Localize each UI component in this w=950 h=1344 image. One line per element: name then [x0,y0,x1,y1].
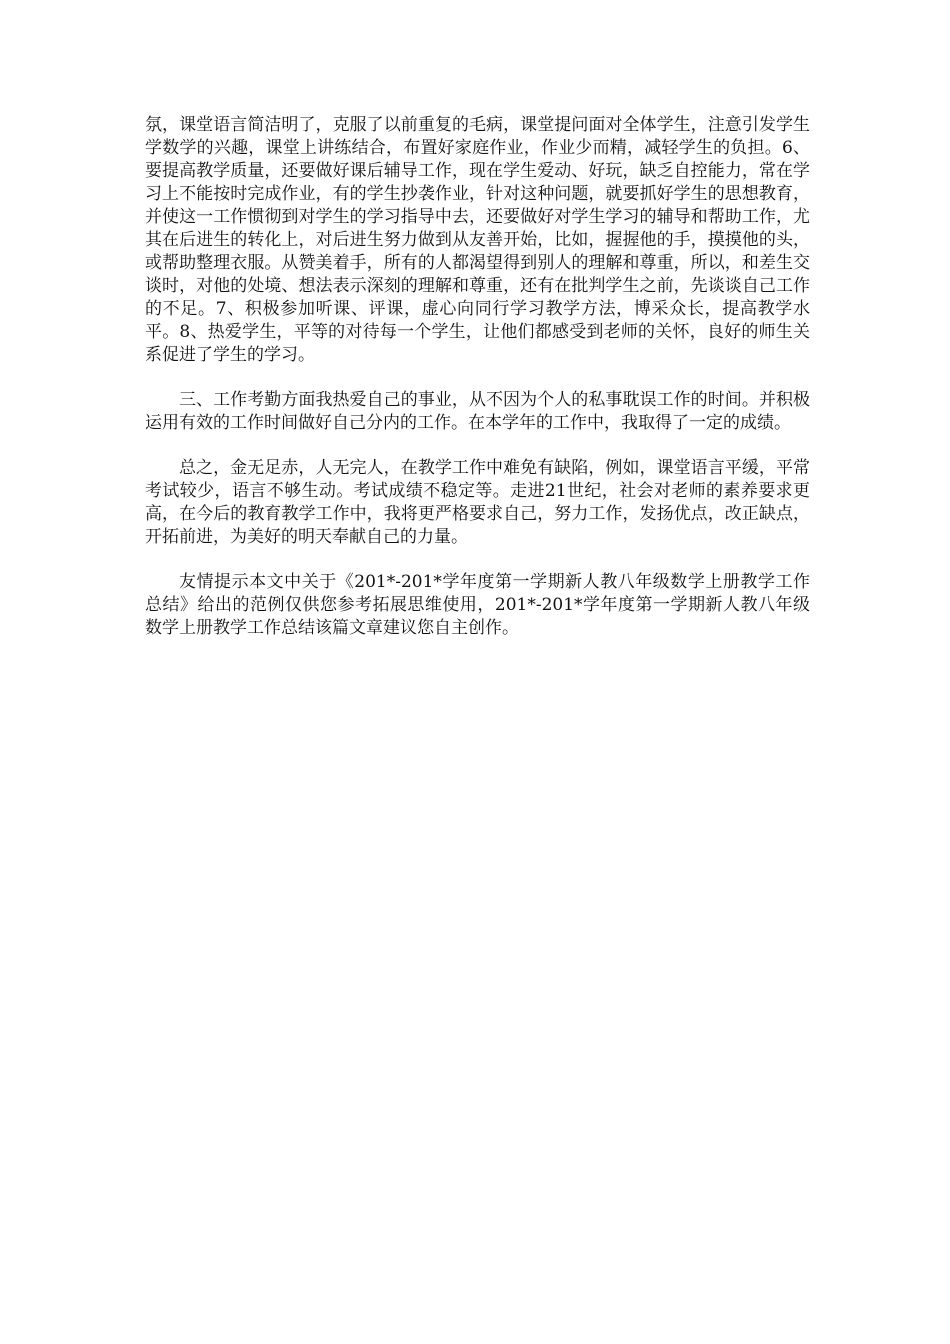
document-body [145,114,810,662]
paragraph-friendly-notice: 友情提示本文中关于《201*-201*学年度第一学期新人教八年级数学上册教学工作总结》给出的范例仅供您参考拓展思维使用，201*-201*学年度第一学期新人教八年级数学上册教学工作总结该篇文章建议您自主创作。 [145,572,810,638]
paragraph-teaching-methods: 氛，课堂语言简洁明了，克服了以前重复的毛病，课堂提问面对全体学生，注意引发学生学数学的兴趣，课堂上讲练结合，布置好家庭作业，作业少而精，减轻学生的负担。6、要提高教学质量，还要做好课后辅导工作，现在学生爱动、好玩，缺乏自控能力，常在学习上不能按时完成作业，有的学生抄袭作业，针对这种问题，就要抓好学生的思想教育，并使这一工作惯彻到对学生的学习指导中去，还要做好对学生学习的辅导和帮助工作，尤其在后进生的转化上，对后进生努力做到从友善开始，比如，握握他的手，摸摸他的头，或帮助整理衣服。从赞美着手，所有的人都渴望得到别人的理解和尊重，所以，和差生交谈时，对他的处境、想法表示深刻的理解和尊重，还有在批判学生之前，先谈谈自己工作的不足。7、积极参加听课、评课，虚心向同行学习教学方法，博采众长，提高教学水平。8、热爱学生，平等的对待每一个学生，让他们都感受到老师的关怀，良好的师生关系促进了学生的学习。 [145,115,810,365]
paragraph-attendance: 三、工作考勤方面我热爱自己的事业，从不因为个人的私事耽误工作的时间。并积极运用有效的工作时间做好自己分内的工作。在本学年的工作中，我取得了一定的成绩。 [145,390,810,433]
paragraph-summary: 总之，金无足赤，人无完人，在教学工作中难免有缺陷，例如，课堂语言平缓，平常考试较少，语言不够生动。考试成绩不稳定等。走进21世纪，社会对老师的素养要求更高，在今后的教育教学工作中，我将更严格要求自己，努力工作，发扬优点，改正缺点，开拓前进，为美好的明天奉献自己的力量。 [145,458,810,547]
